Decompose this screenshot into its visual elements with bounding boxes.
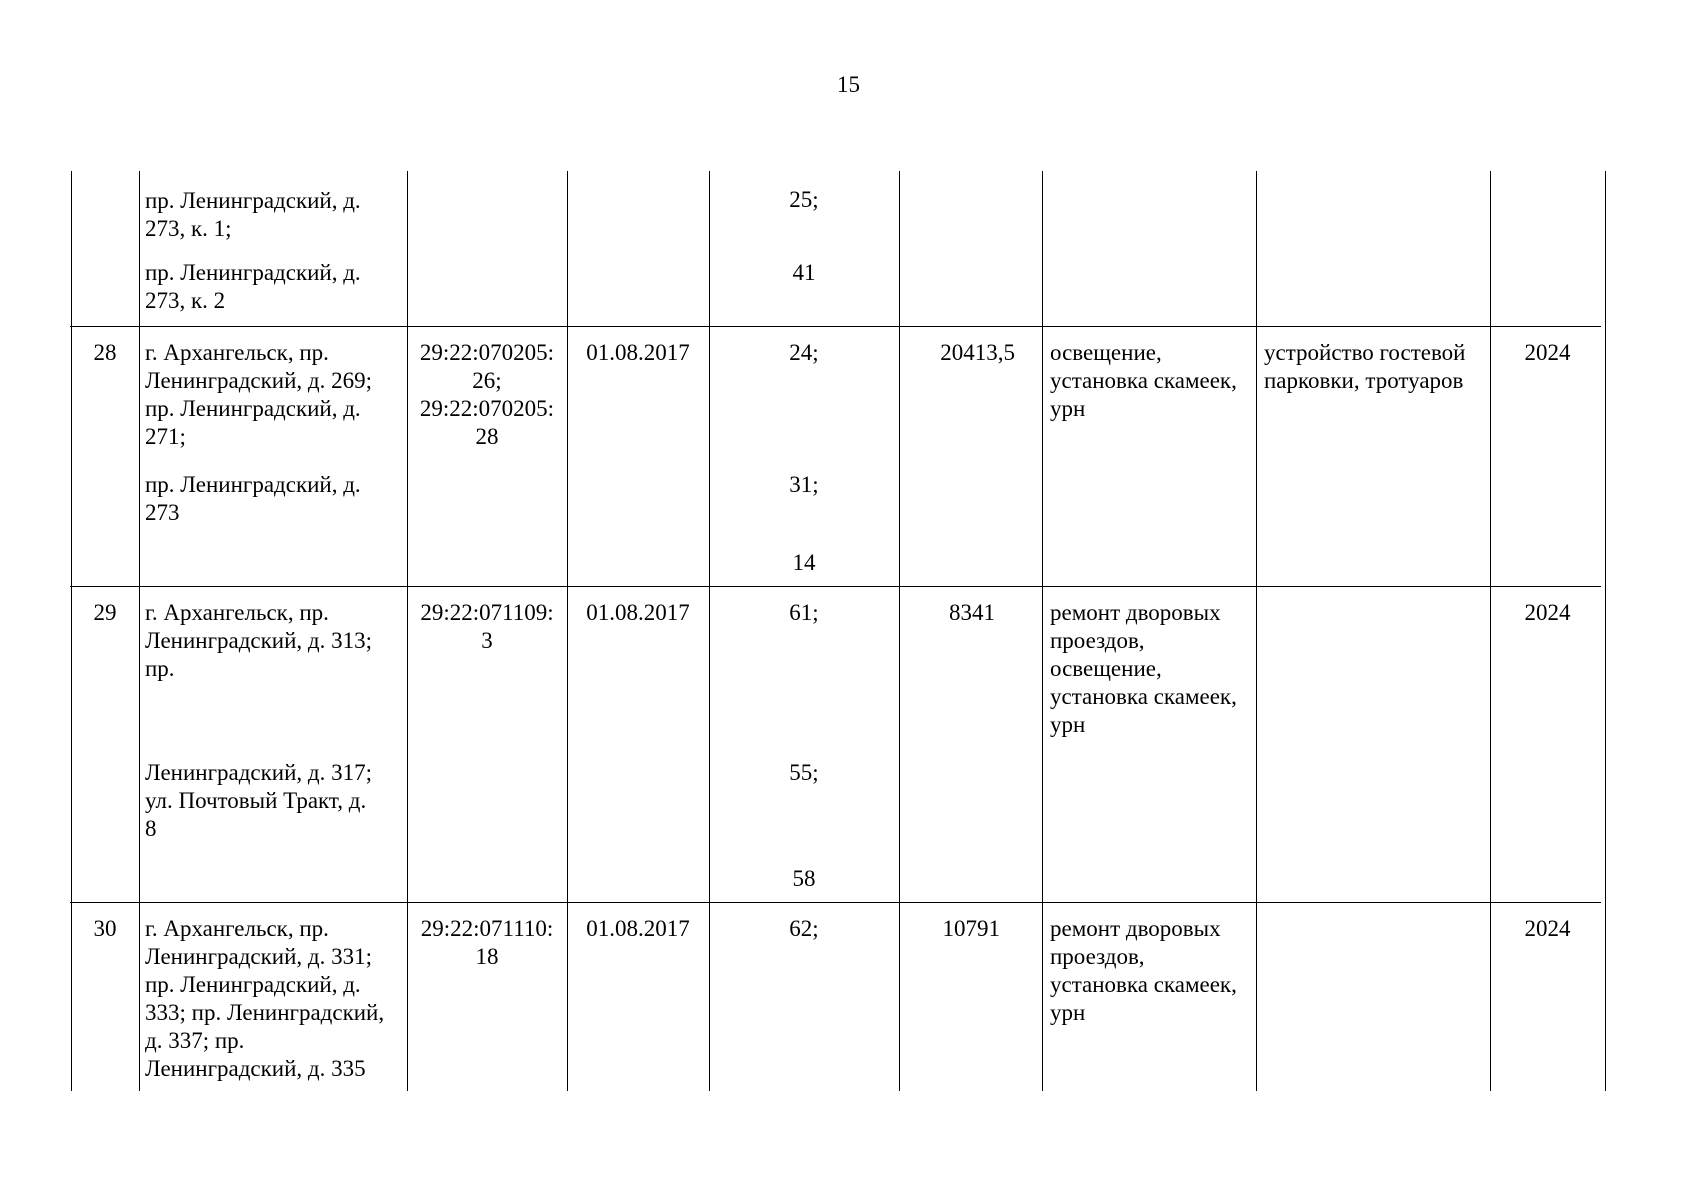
additional-works-cell: устройство гостевой парковки, тротуаров	[1264, 340, 1466, 393]
value-cell: 24;	[789, 340, 819, 365]
column-border	[1605, 171, 1606, 1091]
cadastral-cell: 29:22:070205: 26; 29:22:070205: 28	[419, 340, 555, 449]
area-cell: 10791	[942, 916, 1000, 941]
column-border	[1256, 171, 1257, 1091]
address-cell: пр. Ленинградский, д. 273, к. 2	[145, 260, 361, 313]
page-number: 15	[837, 72, 860, 97]
minimal-works-cell: освещение, установка скамеек, урн	[1050, 340, 1237, 421]
address-cell: г. Архангельск, пр. Ленинградский, д. 331; пр. Ленинградский, д. 333; пр. Ленинградский, д. 337; пр. Ленинградский, д. 335	[145, 916, 385, 1081]
year-cell: 2024	[1524, 600, 1571, 625]
row-border	[70, 586, 1601, 587]
address-cell: пр. Ленинградский, д. 273, к. 1;	[145, 188, 361, 241]
value-cell: 41	[792, 260, 816, 285]
value-cell: 31;	[789, 472, 819, 497]
value-cell: 55;	[789, 760, 819, 785]
row-border	[70, 326, 1601, 327]
row-border	[70, 902, 1601, 903]
column-border	[1490, 171, 1491, 1091]
minimal-works-cell: ремонт дворовых проездов, освещение, установка скамеек, урн	[1050, 600, 1237, 737]
minimal-works-cell: ремонт дворовых проездов, установка скамеек, урн	[1050, 916, 1237, 1025]
area-cell: 8341	[949, 600, 995, 625]
value-cell: 62;	[789, 916, 819, 941]
value-cell: 58	[792, 866, 816, 891]
column-border	[899, 171, 900, 1091]
value-cell: 14	[792, 550, 816, 575]
column-border	[1042, 171, 1043, 1091]
date-cell: 01.08.2017	[586, 600, 690, 625]
date-cell: 01.08.2017	[586, 340, 690, 365]
date-cell: 01.08.2017	[586, 916, 690, 941]
address-cell: г. Архангельск, пр. Ленинградский, д. 269; пр. Ленинградский, д. 271;	[145, 340, 373, 449]
year-cell: 2024	[1524, 340, 1571, 365]
row-number: 29	[93, 600, 117, 625]
address-cell: Ленинградский, д. 317; ул. Почтовый Тракт, д. 8	[145, 760, 373, 841]
column-border	[71, 171, 72, 1091]
address-cell: пр. Ленинградский, д. 273	[145, 472, 361, 525]
row-number: 30	[93, 916, 117, 941]
year-cell: 2024	[1524, 916, 1571, 941]
cadastral-cell: 29:22:071110: 18	[420, 916, 554, 969]
cadastral-cell: 29:22:071109: 3	[420, 600, 554, 653]
area-cell: 20413,5	[940, 340, 1015, 365]
column-border	[567, 171, 568, 1091]
row-number: 28	[93, 340, 117, 365]
column-border	[709, 171, 710, 1091]
address-cell: г. Архангельск, пр. Ленинградский, д. 313; пр.	[145, 600, 373, 681]
value-cell: 61;	[789, 600, 819, 625]
column-border	[139, 171, 140, 1091]
value-cell: 25;	[789, 187, 819, 212]
